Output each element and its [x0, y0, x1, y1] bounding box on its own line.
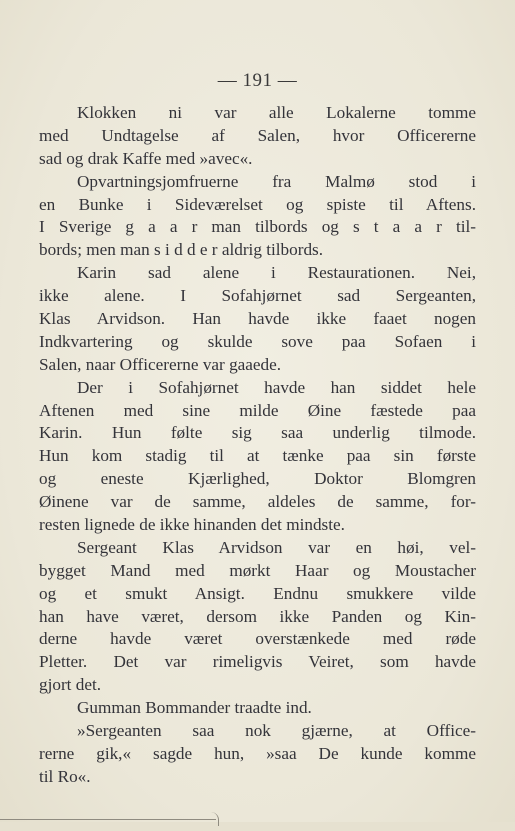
- text-line: Sergeant Klas Arvidson var en høi, vel-: [77, 537, 476, 557]
- text-line: Hun kom stadig til at tænke paa sin første: [39, 446, 476, 466]
- text-line: Karin sad alene i Restaurationen. Nei,: [77, 263, 476, 283]
- text-line: Opvartningsjomfruerne fra Malmø stod i: [77, 171, 476, 191]
- text-line: Klokken ni var alle Lokalerne tomme: [77, 103, 476, 122]
- text-line: I Sverige g a a r man tilbords og s t a a r til-: [39, 217, 476, 237]
- page-fold-curve: [210, 812, 219, 826]
- text-line: derne havde været overstænkede med røde: [39, 629, 476, 649]
- text-line: rerne gik,« sagde hun, »saa De kunde komme: [39, 743, 476, 763]
- text-line: Gumman Bommander traadte ind.: [77, 698, 312, 718]
- text-line: Salen, naar Officererne var gaaede.: [39, 354, 282, 374]
- text-line: til Ro«.: [39, 766, 91, 786]
- text-line: Aftenen med sine milde Øine fæstede paa: [39, 400, 476, 420]
- text-line: Karin. Hun følte sig saa underlig tilmode.: [39, 423, 476, 443]
- text-line: ikke alene. I Sofahjørnet sad Sergeanten,: [39, 286, 476, 306]
- text-line: og eneste Kjærlighed, Doktor Blomgren: [39, 469, 476, 489]
- text-line: Indkvartering og skulde sove paa Sofaen i: [39, 331, 476, 351]
- page-number: — 191 —: [217, 70, 298, 91]
- text-line: Der i Sofahjørnet havde han siddet hele: [77, 377, 476, 397]
- text-line: en Bunke i Sideværelset og spiste til Aftens.: [39, 194, 476, 214]
- text-line: sad og drak Kaffe med »avec«.: [39, 148, 253, 168]
- text-line: resten lignede de ikke hinanden det mindste.: [39, 515, 345, 535]
- text-line: Klas Arvidson. Han havde ikke faaet nogen: [39, 309, 476, 329]
- text-line: Pletter. Det var rimeligvis Veiret, som havde: [39, 652, 476, 672]
- text-line: med Undtagelse af Salen, hvor Officererne: [39, 125, 476, 145]
- text-line: bygget Mand med mørkt Haar og Moustacher: [39, 560, 476, 580]
- text-line: han have været, dersom ikke Panden og Kin-: [39, 606, 476, 626]
- text-line: og et smukt Ansigt. Endnu smukkere vilde: [39, 583, 476, 603]
- text-line: Øinene var de samme, aldeles de samme, for-: [39, 492, 476, 512]
- page-fold-line: [0, 819, 216, 820]
- page-bottom-edge: [0, 822, 515, 831]
- text-line: bords; men man s i d d e r aldrig tilbords.: [39, 240, 324, 260]
- body-text: [39, 102, 476, 789]
- text-line: gjort det.: [39, 675, 102, 695]
- text-line: »Sergeanten saa nok gjærne, at Office-: [77, 721, 476, 741]
